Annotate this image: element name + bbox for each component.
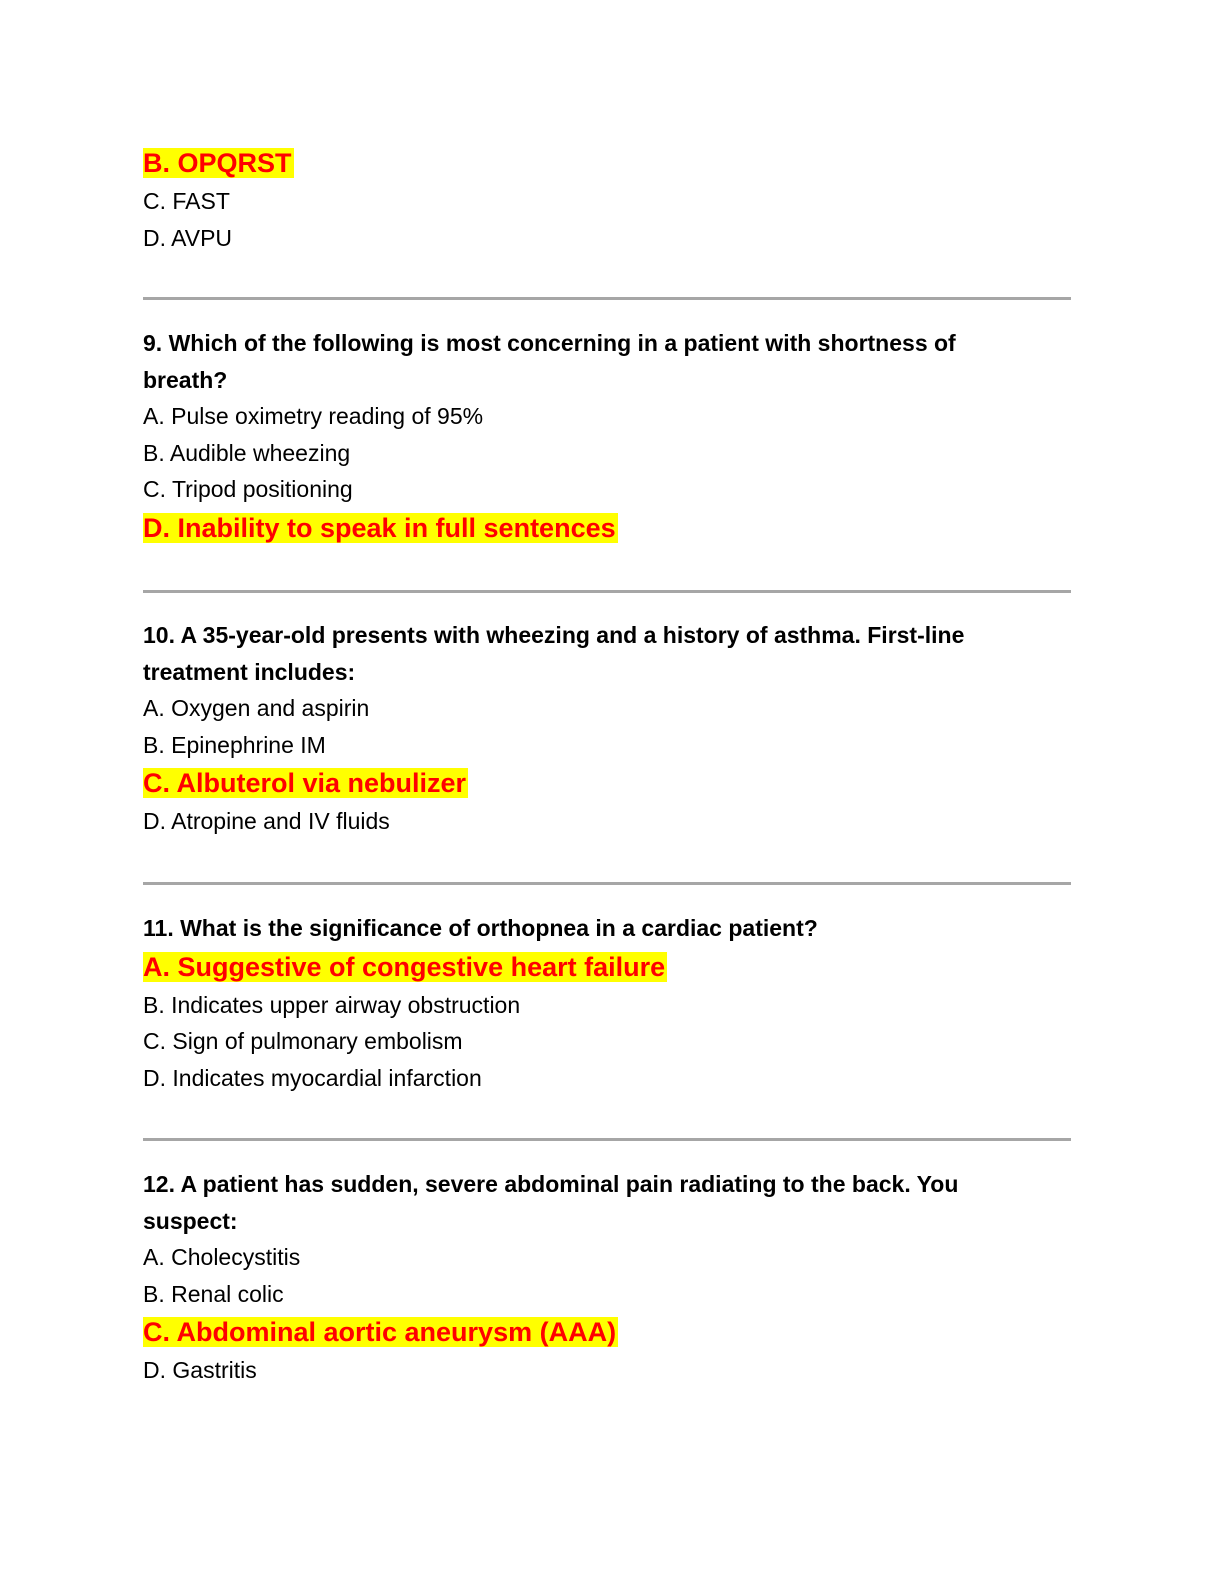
answer-option: D. Atropine and IV fluids <box>143 808 390 834</box>
answer-highlight: B. OPQRST <box>143 148 292 178</box>
answer-option: B. Indicates upper airway obstruction <box>143 991 521 1018</box>
question-text: 9. Which of the following is most concerning in a patient with shortness of breath? <box>143 330 956 393</box>
answer-option: A. Pulse oximetry reading of 95% <box>143 403 484 429</box>
correct-answer <box>143 947 1071 987</box>
answer-option: B. Audible wheezing <box>143 439 351 466</box>
question-11 <box>143 910 1071 1096</box>
answer-option: A. Cholecystitis <box>143 1244 301 1270</box>
answer-option: C. FAST <box>143 188 230 214</box>
answer-highlight: D. Inability to speak in full sentences <box>143 512 616 543</box>
section-divider <box>143 590 1071 593</box>
question-9 <box>143 325 1071 548</box>
question-text: 12. A patient has sudden, severe abdominal pain radiating to the back. You suspect: <box>143 1171 959 1234</box>
section-divider <box>143 882 1071 885</box>
question-10 <box>143 617 1071 840</box>
answer-option: A. Oxygen and aspirin <box>143 695 370 721</box>
answer-option: D. Gastritis <box>143 1357 257 1383</box>
answer-option: D. AVPU <box>143 224 233 251</box>
section-divider <box>143 1138 1071 1141</box>
correct-answer <box>143 1312 1071 1352</box>
answer-option: D. Indicates myocardial infarction <box>143 1064 482 1091</box>
question-text: 10. A 35-year-old presents with wheezing and a history of asthma. First-line treatment includes: <box>143 622 965 685</box>
answer-option: B. Epinephrine IM <box>143 731 326 758</box>
correct-answer <box>143 143 1071 183</box>
answer-highlight: C. Albuterol via nebulizer <box>143 768 467 798</box>
question-8-continuation <box>143 143 1071 256</box>
answer-option: C. Tripod positioning <box>143 476 353 502</box>
correct-answer <box>143 763 1071 803</box>
question-12 <box>143 1166 1071 1389</box>
answer-option: B. Renal colic <box>143 1280 284 1307</box>
question-text: 11. What is the significance of orthopnea in a cardiac patient? <box>143 915 818 941</box>
answer-highlight: A. Suggestive of congestive heart failure <box>143 951 666 982</box>
section-divider <box>143 297 1071 300</box>
answer-highlight: C. Abdominal aortic aneurysm (AAA) <box>143 1317 617 1347</box>
answer-option: C. Sign of pulmonary embolism <box>143 1028 463 1054</box>
correct-answer <box>143 508 1071 548</box>
